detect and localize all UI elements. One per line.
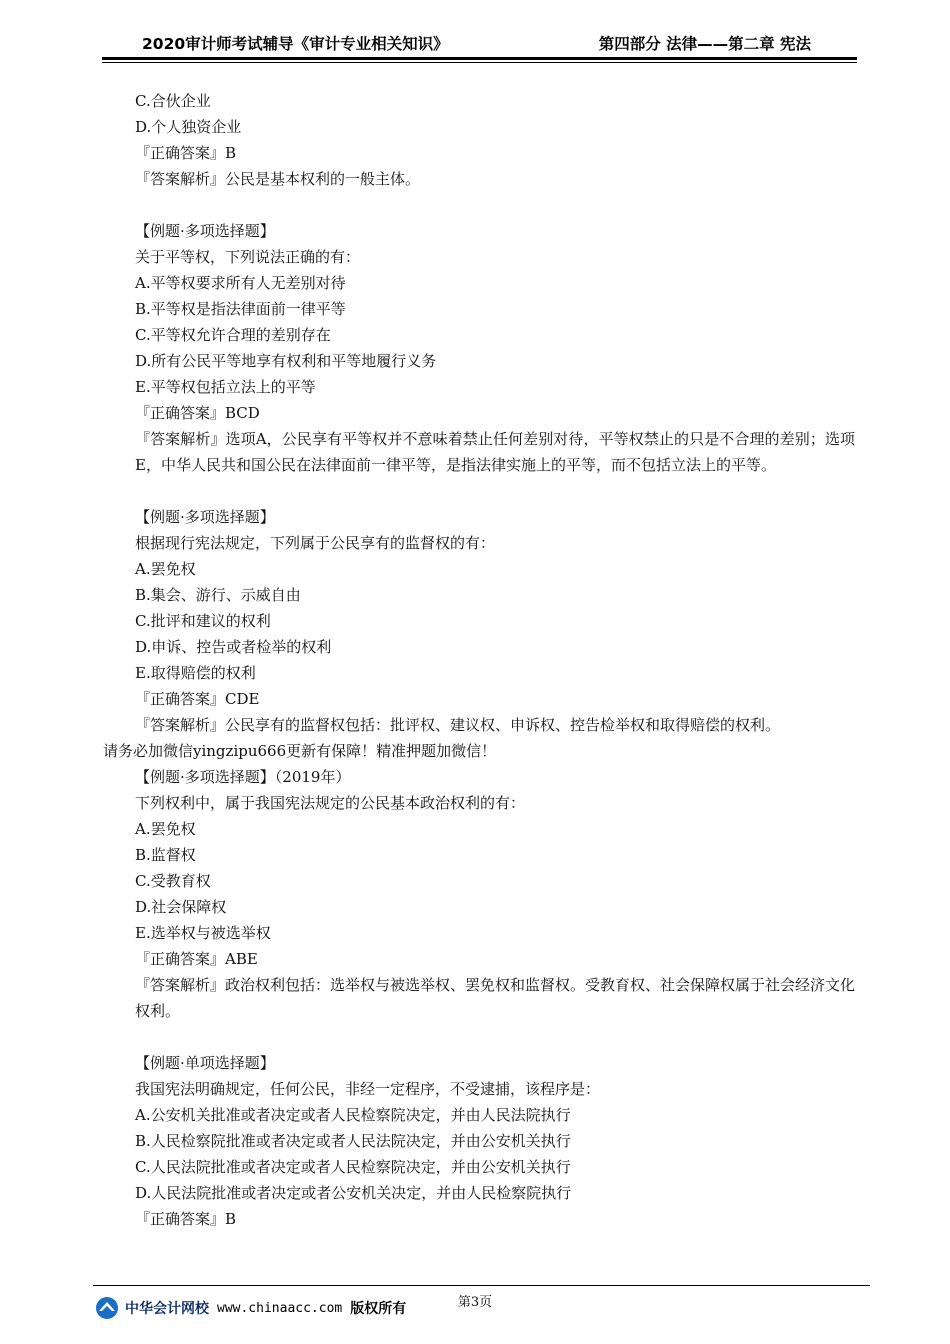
option-line: C.受教育权	[135, 872, 211, 890]
chinaacc-logo-icon	[95, 1296, 119, 1320]
header-section: 第四部分 法律——第二章 宪法	[598, 35, 811, 53]
page-number: 第3页	[457, 1295, 493, 1310]
spacer	[135, 478, 855, 504]
answer-analysis: 『答案解析』公民是基本权利的一般主体。	[135, 170, 421, 188]
option-line: B.监督权	[135, 846, 196, 864]
answer-analysis: 『答案解析』政治权利包括：选举权与被选举权、罢免权和监督权。受教育权、社会保障权属于社会经济文化权利。	[135, 976, 856, 1020]
option-line: C.人民法院批准或者决定或者人民检察院决定，并由公安机关执行	[135, 1158, 571, 1176]
option-line: B.集会、游行、示威自由	[135, 586, 301, 604]
answer-analysis: 『答案解析』选项A，公民享有平等权并不意味着禁止任何差别对待，平等权禁止的只是不合理的差别；选项E，中华人民共和国公民在法律面前一律平等，是指法律实施上的平等，而不包括立法上的平等。	[135, 430, 855, 474]
question-heading: 【例题·多项选择题】	[135, 222, 275, 240]
question-heading: 【例题·多项选择题】	[135, 508, 275, 526]
question-heading: 【例题·多项选择题】（2019年）	[135, 768, 351, 786]
spacer	[135, 1024, 855, 1050]
option-line: B.平等权是指法律面前一律平等	[135, 300, 346, 318]
question-stem: 关于平等权，下列说法正确的有：	[135, 248, 361, 266]
option-line: D.所有公民平等地享有权利和平等地履行义务	[135, 352, 437, 370]
correct-answer: 『正确答案』CDE	[135, 690, 260, 708]
option-line: B.人民检察院批准或者决定或者人民法院决定，并由公安机关执行	[135, 1132, 571, 1150]
option-line: E.平等权包括立法上的平等	[135, 378, 316, 396]
option-line: D.社会保障权	[135, 898, 227, 916]
question-stem: 根据现行宪法规定，下列属于公民享有的监督权的有：	[135, 534, 496, 552]
question-stem: 我国宪法明确规定，任何公民，非经一定程序，不受逮捕，该程序是：	[135, 1080, 601, 1098]
option-line: A.公安机关批准或者决定或者人民检察院决定，并由人民法院执行	[135, 1106, 571, 1124]
option-line: D.申诉、控告或者检举的权利	[135, 638, 332, 656]
page-header	[102, 30, 857, 54]
spacer	[135, 192, 855, 218]
correct-answer: 『正确答案』B	[135, 1210, 237, 1228]
notice-line: 请务必加微信yingzipu666更新有保障！精准押题加微信！	[103, 742, 497, 760]
question-stem: 下列权利中，属于我国宪法规定的公民基本政治权利的有：	[135, 794, 526, 812]
footer-url[interactable]: www.chinaacc.com	[217, 1300, 343, 1316]
option-line: A.罢免权	[135, 560, 196, 578]
correct-answer: 『正确答案』B	[135, 144, 237, 162]
option-line: D.人民法院批准或者决定或者公安机关决定，并由人民检察院执行	[135, 1184, 572, 1202]
header-divider	[102, 57, 857, 63]
page-footer	[95, 1295, 406, 1321]
option-line: A.平等权要求所有人无差别对待	[135, 274, 346, 292]
option-line: E.取得赔偿的权利	[135, 664, 256, 682]
footer-rights: 版权所有	[350, 1301, 407, 1317]
correct-answer: 『正确答案』BCD	[135, 404, 260, 422]
option-line: D.个人独资企业	[135, 118, 242, 136]
option-line: C.批评和建议的权利	[135, 612, 271, 630]
footer-divider	[93, 1285, 870, 1286]
option-line: A.罢免权	[135, 820, 196, 838]
option-line: C.平等权允许合理的差别存在	[135, 326, 331, 344]
question-heading: 【例题·单项选择题】	[135, 1054, 275, 1072]
option-line: C.合伙企业	[135, 92, 211, 110]
page-content	[103, 88, 856, 1232]
header-title: 2020审计师考试辅导《审计专业相关知识》	[142, 35, 449, 53]
correct-answer: 『正确答案』ABE	[135, 950, 258, 968]
footer-brand: 中华会计网校	[125, 1301, 209, 1317]
answer-analysis: 『答案解析』公民享有的监督权包括：批评权、建议权、申诉权、控告检举权和取得赔偿的权利。	[135, 716, 781, 734]
option-line: E.选举权与被选举权	[135, 924, 271, 942]
